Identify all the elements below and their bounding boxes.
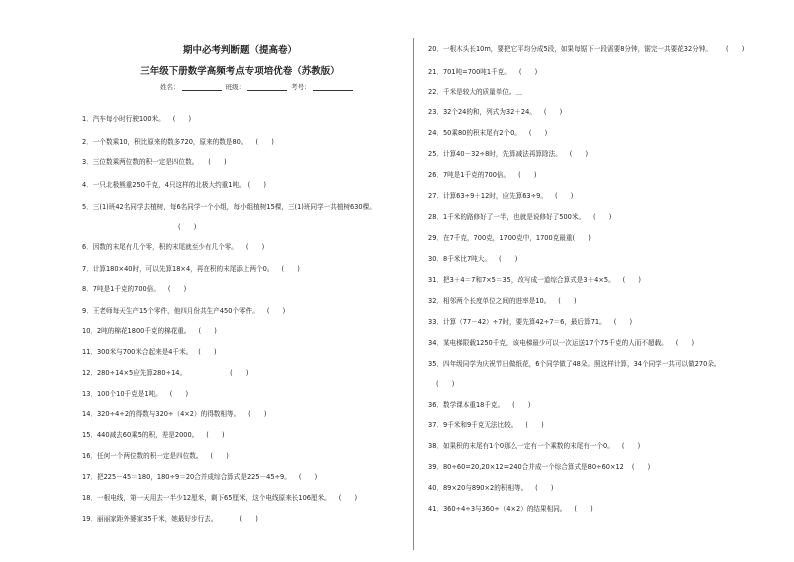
question-item <box>428 255 517 263</box>
question-text: 40．89×20与890×2的积相等。 <box>428 484 528 492</box>
question-item <box>82 369 248 377</box>
question-item <box>428 213 611 221</box>
question-item <box>428 150 588 158</box>
answer-paren[interactable]: ( ) <box>230 369 249 377</box>
question-item <box>82 158 227 166</box>
answer-paren[interactable]: ( ) <box>169 390 189 398</box>
question-text: 25．计算40－32÷8时，先算减法再算除法。 <box>428 150 562 158</box>
question-text: 16．任何一个两位数的积一定是四位数。 <box>82 452 203 460</box>
answer-paren[interactable]: ( ) <box>518 68 538 76</box>
answer-paren[interactable]: ( ) <box>198 348 217 356</box>
question-item <box>428 129 547 137</box>
question-text: 10．2吨的棉花1800千克的棉花重。 <box>82 327 191 335</box>
question-item <box>82 265 300 273</box>
name-label: 姓名： <box>160 83 180 91</box>
question-item <box>428 339 694 347</box>
question-item <box>428 463 650 471</box>
answer-paren[interactable]: ( ) <box>178 223 197 231</box>
question-item <box>428 234 599 242</box>
question-item <box>428 68 537 76</box>
column-divider <box>413 38 414 550</box>
answer-paren[interactable]: ( ) <box>631 463 651 471</box>
question-text: 2．一个数乘10，积比原来的数多720，原来的数是80。 <box>82 138 248 146</box>
question-text: 30．8千米比7吨大。 <box>428 255 491 263</box>
question-text: 33．计算（77－42）÷7时，要先算42÷7＝6，最后算71。 <box>428 318 606 326</box>
answer-paren[interactable]: ( ) <box>266 307 286 315</box>
answer-paren[interactable]: ( ) <box>167 285 187 293</box>
question-item <box>428 297 577 305</box>
answer-paren[interactable]: ( ) <box>525 421 544 429</box>
question-item <box>82 348 217 356</box>
question-text: 4．一只北极熊重250千克，4只这样的北极大约重1吨。 <box>82 181 246 189</box>
answer-paren[interactable]: ( ) <box>298 473 318 481</box>
question-text: 39．80÷60=20,20×12=240合并成一个综合算式是80÷60×12 <box>428 463 624 471</box>
answer-paren[interactable]: ( ) <box>621 442 641 450</box>
question-item <box>428 45 744 53</box>
question-item <box>428 88 530 96</box>
question-item <box>428 442 640 450</box>
question-text: 14．320÷4÷2的得数与320÷（4×2）的得数相等。 <box>82 410 241 418</box>
question-item <box>428 421 544 429</box>
question-item <box>82 115 191 123</box>
question-text: 32．相邻两个长度单位之间的进率是10。 <box>428 297 551 305</box>
answer-paren[interactable]: ( ) <box>574 505 593 513</box>
answer-paren[interactable]: ( ) <box>255 138 274 146</box>
answer-paren[interactable]: ( ) <box>528 129 548 137</box>
question-text: 35．四年级同学为庆祝节日做纸花，6个同学做了48朵。照这样计算，34个同学一共可以做270朵。 <box>428 360 721 368</box>
question-text: 7．计算180×40时，可以先算18×4，再在积的末尾添上两个0。 <box>82 265 274 273</box>
question-item <box>428 318 632 326</box>
question-text: 6．因数的末尾有几个零，积的末尾就至少有几个零。 <box>82 243 238 251</box>
id-blank[interactable] <box>313 83 353 91</box>
question-text: 12．280÷14×5应先算280÷14。 <box>82 369 187 377</box>
question-item <box>428 108 562 116</box>
answer-paren[interactable]: ( ) <box>558 297 577 305</box>
question-item <box>82 327 217 335</box>
answer-paren[interactable]: ( ) <box>569 150 589 158</box>
question-text: 1．汽车每小时行驶100米。 <box>82 115 165 123</box>
question-text: 28．1千米的路修好了一半，也就是说修好了500米。 <box>428 213 586 221</box>
answer-paren[interactable]: ( ) <box>498 255 518 263</box>
question-text: 34．某电梯限载1250千克，该电梯最少可以一次运送17个75千克的人而不超载。 <box>428 339 668 347</box>
question-text: 19．丽丽家距外婆家35千米，她最好步行去。 <box>82 515 218 523</box>
question-text: 31．把3＋4＝7和7×5＝35，改写成一道综合算式是3＋4×5。 <box>428 276 615 284</box>
exam-subtitle: 三年级下册数学高频考点专项培优卷（苏教版） <box>140 66 340 77</box>
question-text: 8．7吨是1千克的700倍。 <box>82 285 160 293</box>
question-text: 20．一根木头长10m，要把它平均分成5段，如果每锯下一段需要8分钟，锯完一共要花32分钟。 <box>428 45 712 53</box>
question-text: 15．440减去60乘5的积，差是2000。 <box>82 431 199 439</box>
question-text: 21．701吨=700吨1千克。 <box>428 68 511 76</box>
class-label: 班级： <box>225 83 246 91</box>
answer-paren[interactable]: ( ) <box>512 401 531 409</box>
question-text: 18．一根电线，第一天用去一半少12厘米，剩下65厘米，这个电线原来长106厘米。 <box>82 494 331 502</box>
answer-paren[interactable]: ( ) <box>725 45 745 53</box>
question-item <box>82 138 274 146</box>
answer-paren[interactable]: ( ) <box>247 181 266 189</box>
question-text: 11．300米与700米合起来是4千米。 <box>82 348 193 356</box>
question-text: 41．360÷4÷3与360÷（4×2）的结果相同。 <box>428 505 567 513</box>
exam-title: 期中必考判断题（提高卷） <box>182 45 297 56</box>
answer-paren[interactable]: ( ) <box>239 515 258 523</box>
question-text: 23．32个24的和，列式为32＋24。 <box>428 108 536 116</box>
question-item <box>82 494 357 502</box>
answer-paren[interactable]: ( ) <box>436 380 455 388</box>
student-info-line <box>160 82 355 91</box>
answer-paren[interactable]: ( ) <box>593 213 612 221</box>
question-text: 22．千米是较大的质量单位。＿ <box>428 88 523 96</box>
question-text: 17．把225－45＝180，180÷9＝20合并成综合算式是225－45÷9。 <box>82 473 291 481</box>
answer-paren[interactable]: ( ) <box>210 452 229 460</box>
question-text: 13．100个10千克是1吨。 <box>82 390 162 398</box>
answer-paren[interactable]: ( ) <box>613 318 633 326</box>
question-item <box>82 307 285 315</box>
question-item <box>82 452 229 460</box>
question-text: 36．数学课本重18千克。 <box>428 401 505 409</box>
id-label: 考号： <box>291 83 311 91</box>
answer-paren[interactable]: ( ) <box>535 484 554 492</box>
question-text: 3．三位数乘两位数的积一定是四位数。 <box>82 158 199 166</box>
name-blank[interactable] <box>182 83 222 91</box>
answer-paren[interactable]: ( ) <box>206 431 225 439</box>
class-blank[interactable] <box>247 83 287 91</box>
question-item <box>428 276 641 284</box>
question-item <box>82 243 264 251</box>
question-item <box>428 380 454 388</box>
question-item <box>82 431 225 439</box>
question-item <box>428 171 536 179</box>
question-item <box>428 192 573 200</box>
question-item <box>82 285 186 293</box>
question-item <box>82 390 188 398</box>
answer-paren[interactable]: ( ) <box>554 192 574 200</box>
answer-paren[interactable]: ( ) <box>622 276 642 284</box>
question-text: 5．三(1)班42名同学去植树，每6名同学一个小组，每小组植树15棵，三(1)班同学一共植树630棵。 <box>82 203 376 211</box>
answer-paren[interactable]: ( ) <box>245 243 265 251</box>
question-item <box>428 360 729 368</box>
answer-paren[interactable]: ( ) <box>675 339 695 347</box>
question-text: 27．计算63÷9＋12时，应先算63÷9。 <box>428 192 547 200</box>
question-item <box>82 473 317 481</box>
question-text: 37．9千米和9千克无法比较。 <box>428 421 518 429</box>
question-item <box>428 401 530 409</box>
question-item <box>428 505 593 513</box>
question-item <box>82 203 384 211</box>
question-item <box>82 515 258 523</box>
answer-paren[interactable]: ( ) <box>518 171 537 179</box>
question-item <box>82 410 267 418</box>
question-text: 29．在7千克，700克，1700克中，1700克最重( ) <box>428 234 591 242</box>
answer-paren[interactable]: ( ) <box>208 158 227 166</box>
question-text: 24．50乘80的积末尾有2个0。 <box>428 129 521 137</box>
question-item <box>428 484 554 492</box>
answer-paren[interactable]: ( ) <box>281 265 300 273</box>
answer-paren[interactable]: ( ) <box>248 410 267 418</box>
question-text: 9．王老师每天生产15个零件，他四月份共生产450个零件。 <box>82 307 259 315</box>
question-item <box>118 223 196 231</box>
question-text: 26．7吨是1千克的700倍。 <box>428 171 511 179</box>
question-item <box>82 181 266 189</box>
answer-paren[interactable]: ( ) <box>543 108 563 116</box>
answer-paren[interactable]: ( ) <box>338 494 358 502</box>
answer-paren[interactable]: ( ) <box>198 327 217 335</box>
question-text: 38．如果积的末尾有1个0那么一定有一个乘数的末尾有一个0。 <box>428 442 614 450</box>
answer-paren[interactable]: ( ) <box>172 115 192 123</box>
